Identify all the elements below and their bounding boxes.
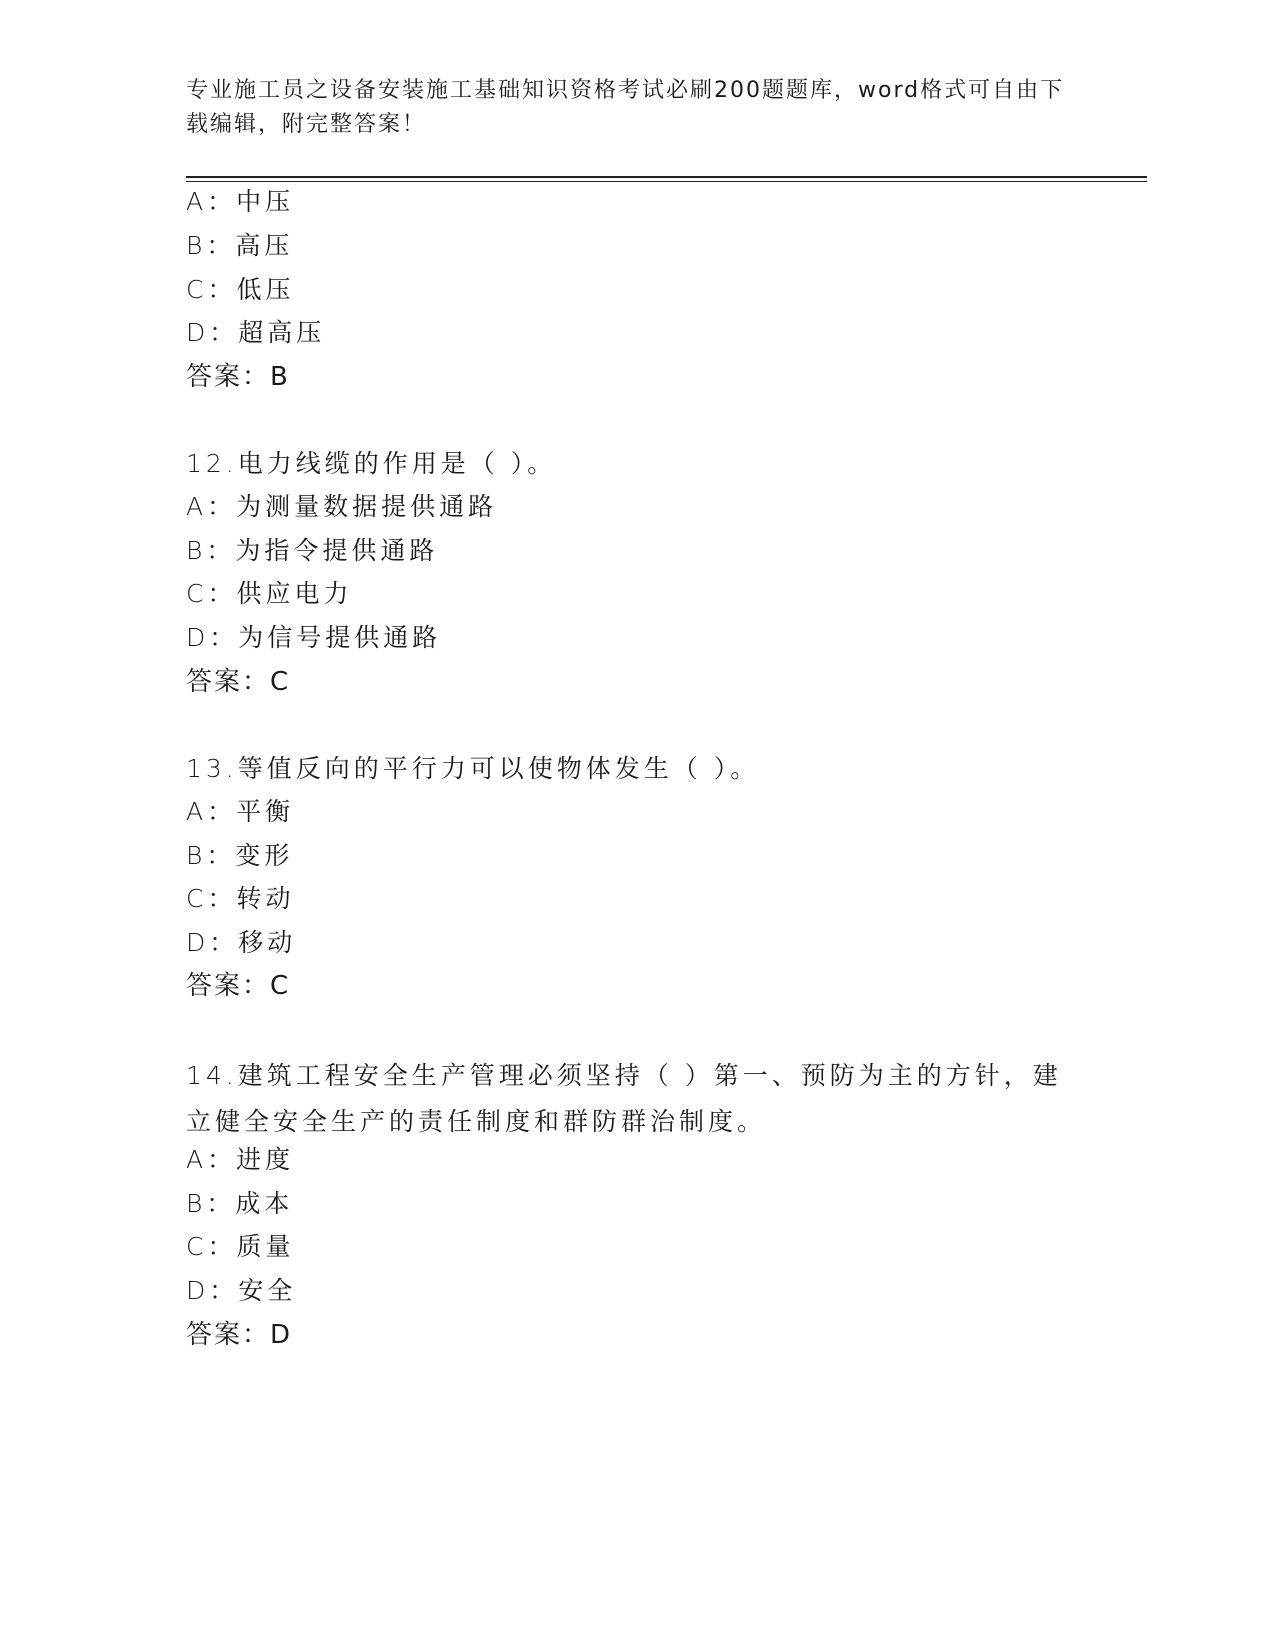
q11-option-d: D：超高压 [186, 318, 326, 347]
q14-option-b: B：成本 [186, 1189, 294, 1218]
q12-option-a: A：为测量数据提供通路 [186, 492, 498, 521]
q11-option-b: B：高压 [186, 231, 294, 260]
q14-answer: 答案：D [186, 1320, 293, 1350]
q12-option-d: D：为信号提供通路 [186, 623, 442, 652]
q13-stem: 13.等值反向的平行力可以使物体发生（ ）。 [186, 754, 760, 783]
q11-option-a: A：中压 [186, 187, 295, 216]
q13-option-a: A：平衡 [186, 797, 295, 826]
q11-answer: 答案：B [186, 362, 290, 392]
q13-option-b: B：变形 [186, 841, 294, 870]
q12-answer: 答案：C [186, 667, 291, 697]
q13-option-c: C：转动 [186, 884, 295, 913]
q12-option-b: B：为指令提供通路 [186, 536, 439, 565]
q13-option-d: D：移动 [186, 928, 297, 957]
q14-stem: 14.建筑工程安全生产管理必须坚持（ ）第一、预防为主的方针，建立健全安全生产的责任制度和群防群治制度。 [186, 1061, 1062, 1136]
q14-option-c: C：质量 [186, 1232, 295, 1261]
q13-answer: 答案：C [186, 971, 291, 1001]
q11-option-c: C：低压 [186, 275, 295, 304]
q14-option-a: A：进度 [186, 1145, 295, 1174]
header-divider-thin [186, 181, 1147, 182]
q12-option-c: C：供应电力 [186, 579, 353, 608]
document-header-title: 专业施工员之设备安装施工基础知识资格考试必刷200题题库，word格式可自由下载编辑，附完整答案！ [186, 78, 1065, 137]
header-divider-thick [186, 176, 1147, 178]
q12-stem: 12.电力线缆的作用是（ ）。 [186, 449, 557, 478]
q14-option-d: D：安全 [186, 1276, 297, 1305]
